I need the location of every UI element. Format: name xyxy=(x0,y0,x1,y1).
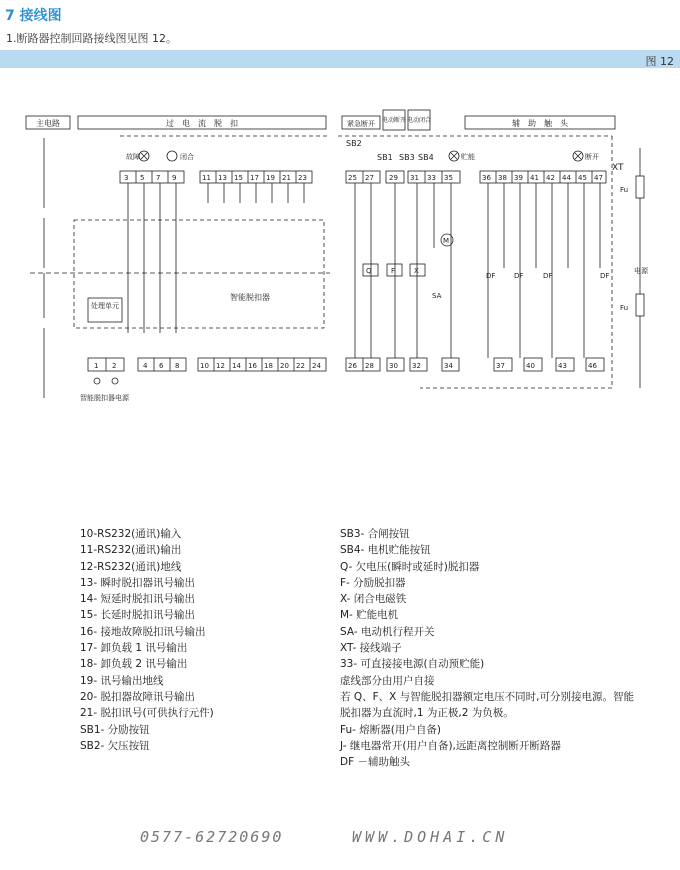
intro-text: 1.断路器控制回路接线图见图 12。 xyxy=(6,32,177,45)
terminal-28: 28 xyxy=(365,362,374,370)
terminal-43: 43 xyxy=(558,362,567,370)
terminal-41: 41 xyxy=(530,174,539,182)
legend-item: 15- 长延时脱扣讯号输出 xyxy=(80,609,195,622)
terminal-9: 9 xyxy=(172,174,177,182)
legend-item: 13- 瞬时脱扣器讯号输出 xyxy=(80,576,195,589)
legend-item: SB2- 欠压按钮 xyxy=(80,739,150,752)
terminal-10: 10 xyxy=(200,362,209,370)
df-label-1: DF xyxy=(486,272,496,280)
legend-item: DF －辅助触头 xyxy=(340,756,410,769)
terminal-40: 40 xyxy=(526,362,535,370)
terminal-21: 21 xyxy=(282,174,291,182)
terminal-31: 31 xyxy=(410,174,419,182)
f-label: F xyxy=(391,267,396,275)
terminal-37: 37 xyxy=(496,362,505,370)
m-label: M xyxy=(443,237,450,245)
terminal-38: 38 xyxy=(498,174,507,182)
terminal-23: 23 xyxy=(298,174,307,182)
terminal-45: 45 xyxy=(578,174,587,182)
legend-item: 21- 脱扣讯号(可供执行元件) xyxy=(80,707,214,720)
terminal-6: 6 xyxy=(159,362,164,370)
legend-left-column xyxy=(80,526,330,754)
overcurrent-label: 过 电 流 脱 扣 xyxy=(166,119,238,128)
df-label-2: DF xyxy=(514,272,524,280)
sb1-label: SB1 xyxy=(377,153,393,162)
terminal-15: 15 xyxy=(234,174,243,182)
terminal-1: 1 xyxy=(94,362,99,370)
legend-item: 10-RS232(通讯)输入 xyxy=(80,528,182,540)
emergency-open-label: 紧急断开 xyxy=(347,120,375,128)
terminal-13: 13 xyxy=(218,174,227,182)
df-label-4: DF xyxy=(600,272,610,280)
legend-item: Q- 欠电压(瞬时或延时)脱扣器 xyxy=(340,560,480,573)
main-circuit-label: 主电路 xyxy=(36,119,60,128)
terminal-3: 3 xyxy=(124,174,129,182)
terminal-30: 30 xyxy=(389,362,398,370)
terminal-26: 26 xyxy=(348,362,357,370)
legend-item: 33- 可直接接电源(自动预贮能) xyxy=(340,658,485,671)
fu-label-top: Fu xyxy=(620,186,629,194)
terminal-20: 20 xyxy=(280,362,289,370)
x-label: X xyxy=(414,267,419,275)
legend-item: 14- 短延时脱扣讯号输出 xyxy=(80,593,195,606)
terminal-44: 44 xyxy=(562,174,571,182)
terminal-14: 14 xyxy=(232,362,241,370)
figure-header-bar xyxy=(0,50,680,68)
power-label: 电源 xyxy=(634,267,648,275)
legend-right-column xyxy=(340,526,640,770)
sb4-label: SB4 xyxy=(418,153,434,162)
store-label: 贮能 xyxy=(461,153,475,161)
terminal-32: 32 xyxy=(412,362,421,370)
legend-item: 18- 卸负载 2 讯号输出 xyxy=(80,658,188,671)
legend-item: 虚线部分由用户自接 xyxy=(340,674,435,687)
legend-item: 20- 脱扣器故障讯号输出 xyxy=(80,690,195,703)
terminal-11: 11 xyxy=(202,174,211,182)
processing-unit-label: 处理单元 xyxy=(91,302,119,310)
legend-item: SB1- 分励按钮 xyxy=(80,723,150,736)
terminal-25: 25 xyxy=(348,174,357,182)
handwritten-phone: 0577-62720690 xyxy=(140,828,284,846)
terminal-29: 29 xyxy=(389,174,398,182)
aux-contacts-label: 辅 助 触 头 xyxy=(512,119,568,128)
terminal-46: 46 xyxy=(588,362,597,370)
legend-item: 若 Q、F、X 与智能脱扣器额定电压不同时,可分别接电源。智能脱扣器为直流时,1 为正极,2 为负极。 xyxy=(340,690,635,720)
q-label: Q xyxy=(366,267,372,275)
legend-item: 17- 卸负载 1 讯号输出 xyxy=(80,642,188,655)
df-label-3: DF xyxy=(543,272,553,280)
legend-item: F- 分励脱扣器 xyxy=(340,576,406,589)
terminal-27: 27 xyxy=(365,174,374,182)
terminal-17: 17 xyxy=(250,174,259,182)
terminal-47: 47 xyxy=(594,174,603,182)
terminal-34: 34 xyxy=(444,362,453,370)
motor-close-label: 电动闭合 xyxy=(406,117,432,124)
terminal-7: 7 xyxy=(156,174,161,182)
intelligent-trip-label: 智能脱扣器 xyxy=(230,293,270,302)
sb3-label: SB3 xyxy=(399,153,415,162)
legend-item: SB3- 合闸按钮 xyxy=(340,528,410,540)
terminal-39: 39 xyxy=(514,174,523,182)
sb2-label: SB2 xyxy=(346,139,362,148)
legend-item: 12-RS232(通讯)地线 xyxy=(80,560,182,573)
legend-item: 16- 接地故障脱扣讯号输出 xyxy=(80,625,206,638)
terminal-18: 18 xyxy=(264,362,273,370)
legend-item: SA- 电动机行程开关 xyxy=(340,625,435,638)
wiring-diagram xyxy=(0,68,680,418)
legend-item: J- 继电器常开(用户自备),远距离控制断开断路器 xyxy=(340,739,561,752)
fu-label-bottom: Fu xyxy=(620,304,629,312)
legend-item: M- 贮能电机 xyxy=(340,609,399,622)
xt-label: XT xyxy=(612,163,624,173)
legend-item: SB4- 电机贮能按钮 xyxy=(340,544,431,557)
terminal-22: 22 xyxy=(296,362,305,370)
legend-item: XT- 接线端子 xyxy=(340,642,402,655)
handwritten-website: WWW.DOHAI.CN xyxy=(352,828,509,846)
terminal-42: 42 xyxy=(546,174,555,182)
section-title: 7 接线图 xyxy=(5,8,62,24)
terminal-35: 35 xyxy=(444,174,453,182)
legend-item: X- 闭合电磁铁 xyxy=(340,593,407,606)
terminal-36: 36 xyxy=(482,174,491,182)
figure-label: 图 12 xyxy=(645,55,674,68)
fault-label: 故障 xyxy=(126,153,140,161)
trip-power-label: 智能脱扣器电源 xyxy=(80,394,129,402)
terminal-8: 8 xyxy=(175,362,180,370)
terminal-2: 2 xyxy=(112,362,117,370)
open-label: 断开 xyxy=(585,153,599,161)
terminal-19: 19 xyxy=(266,174,275,182)
terminal-16: 16 xyxy=(248,362,257,370)
terminal-4: 4 xyxy=(143,362,148,370)
close-label: 闭合 xyxy=(180,153,194,161)
terminal-24: 24 xyxy=(312,362,321,370)
terminal-33: 33 xyxy=(427,174,436,182)
legend-item: 19- 讯号输出地线 xyxy=(80,674,164,687)
terminal-5: 5 xyxy=(140,174,145,182)
legend-item: 11-RS232(通讯)输出 xyxy=(80,544,182,557)
motor-open-label: 电动断开 xyxy=(381,117,407,124)
legend-item: Fu- 熔断器(用户自备) xyxy=(340,723,441,736)
terminal-12: 12 xyxy=(216,362,225,370)
sa-label: SA xyxy=(432,292,442,300)
